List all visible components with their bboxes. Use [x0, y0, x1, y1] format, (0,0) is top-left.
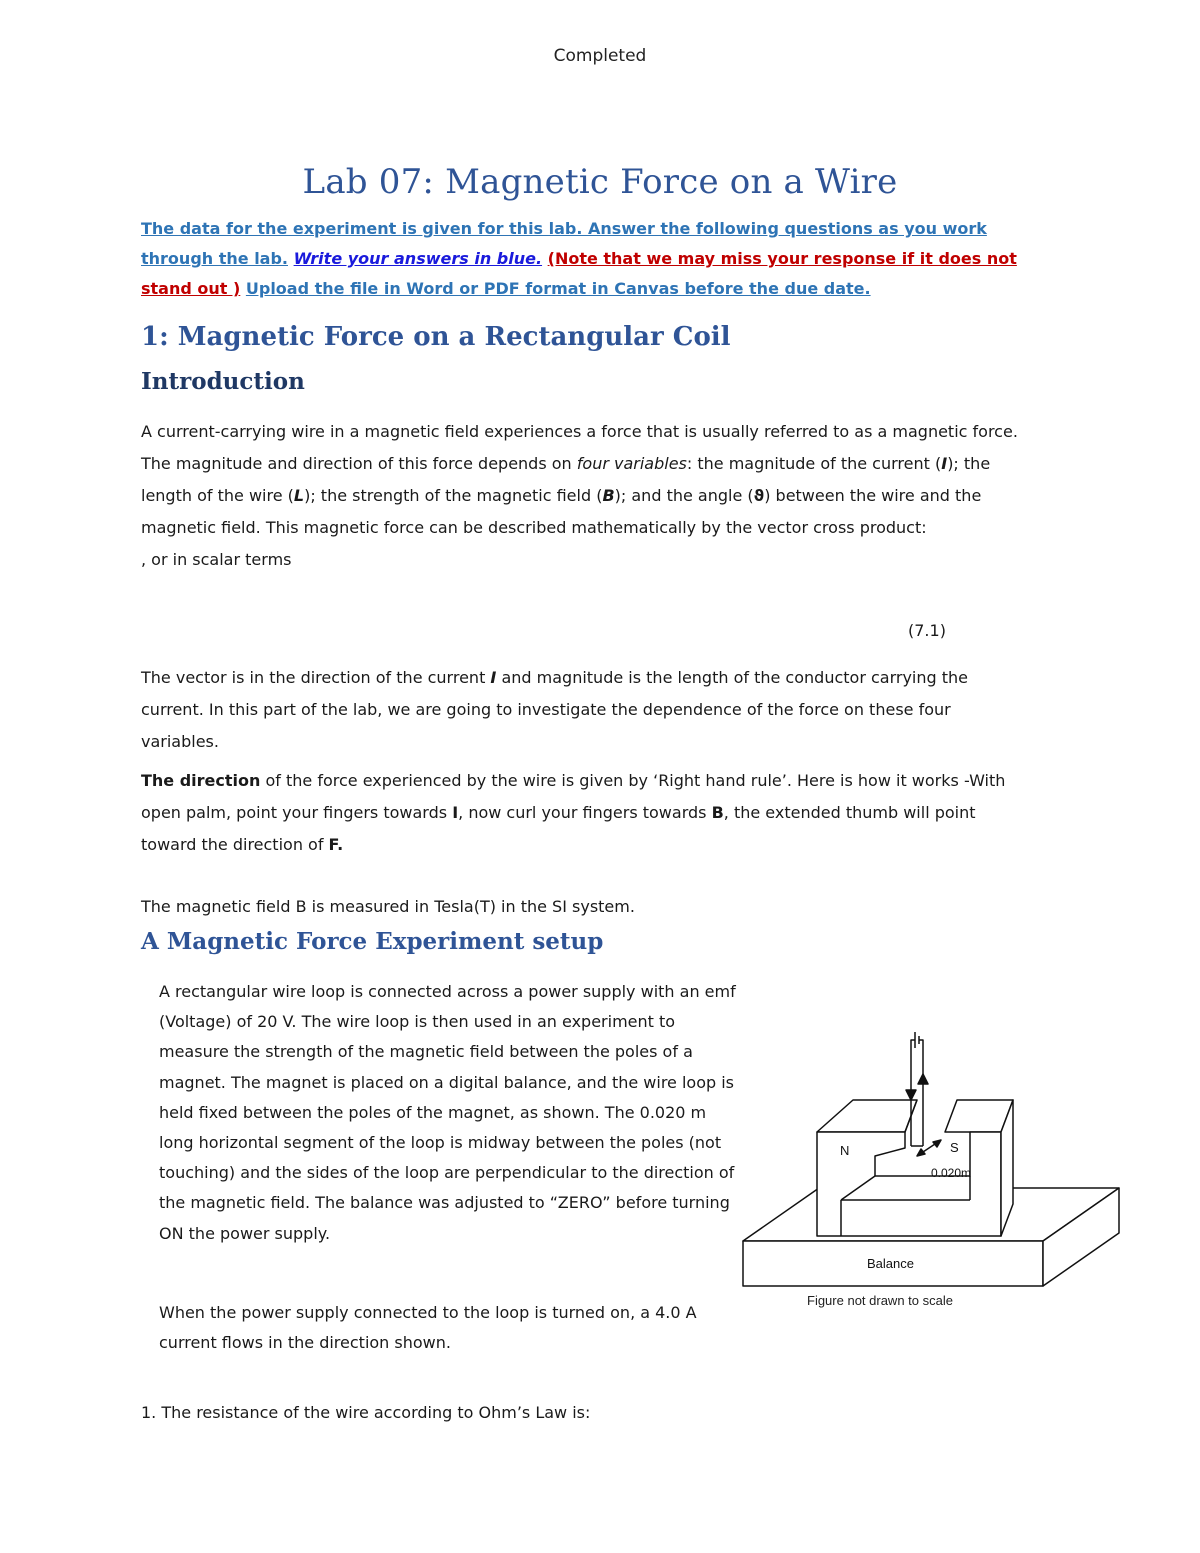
instructions-notice — [141, 214, 1041, 304]
question-number: 1. — [141, 1403, 157, 1422]
notice-part4: Upload the file in Word or PDF format in Canvas before the due date. — [245, 279, 871, 298]
intro-paragraph: A current-carrying wire in a magnetic field experiences a force that is usually referred to as a magnetic force. The magnitude and direction of this force depends on four variables: the magnitude of the current (I); the length of the wire (L); the strength of the magnetic field (B); and the angle (ϑ) between the wire and the magnetic field. This magnetic force can be described mathematically by the vector cross product: , or in scalar terms — [141, 422, 1018, 569]
page-header: Completed — [553, 46, 647, 66]
right-hand-rule-paragraph: The direction of the force experienced by the wire is given by ‘Right hand rule’. Here is how it works -With open palm, point your fingers towards I, now curl your fingers towards B, the extended thumb will point toward the direction of F. — [141, 771, 1006, 854]
current-arrow-up — [918, 1074, 928, 1084]
setup-heading: A Magnetic Force Experiment setup — [141, 928, 604, 955]
vector-paragraph: The vector is in the direction of the current I and magnitude is the length of the conductor carrying the current. In this part of the lab, we are going to investigate the dependence of the force on these four variables. — [141, 668, 969, 751]
intro-subheading: Introduction — [141, 368, 305, 395]
length-label: 0.020m — [931, 1166, 972, 1180]
tesla-paragraph: The magnetic field B is measured in Tesla(T) in the SI system. — [141, 897, 635, 916]
page-title: Lab 07: Magnetic Force on a Wire — [302, 162, 898, 202]
magnet-top-left — [817, 1100, 917, 1132]
notice-part3: (Note that we may miss your response if it does not stand out ) — [141, 249, 1017, 298]
pole-s-label: S — [950, 1140, 959, 1155]
setup-paragraph: A rectangular wire loop is connected across a power supply with an emf (Voltage) of 20 V. The wire loop is then used in an experiment to measure the strength of the magnetic field between the poles of a magnet. The magnet is placed on a digital balance, and the wire loop is held fixed between the poles of the magnet, as shown. The 0.020 m long horizontal segment of the loop is midway between the poles (not touching) and the sides of the loop are perpendicular to the direction of the magnetic field. The balance was adjusted to “ZERO” before turning ON the power supply. — [159, 982, 736, 1243]
notice-part2: Write your answers in blue. — [293, 249, 543, 268]
notice-part1: The data for the experiment is given for this lab. Answer the following questions as you work through the lab. — [141, 219, 987, 268]
question-text: The resistance of the wire according to Ohm’s Law is: — [161, 1403, 591, 1422]
setup-paragraph-2: When the power supply connected to the loop is turned on, a 4.0 A current flows in the direction shown. — [159, 1303, 697, 1353]
figure-caption: Figure not drawn to scale — [807, 1293, 953, 1308]
equation-number: (7.1) — [908, 621, 946, 640]
question-1 — [141, 1398, 590, 1428]
pole-n-label: N — [840, 1143, 850, 1158]
magnet-balance-figure — [735, 1028, 1135, 1318]
balance-label: Balance — [867, 1256, 914, 1271]
section1-heading: 1: Magnetic Force on a Rectangular Coil — [141, 322, 731, 352]
current-arrow-down — [906, 1090, 916, 1100]
